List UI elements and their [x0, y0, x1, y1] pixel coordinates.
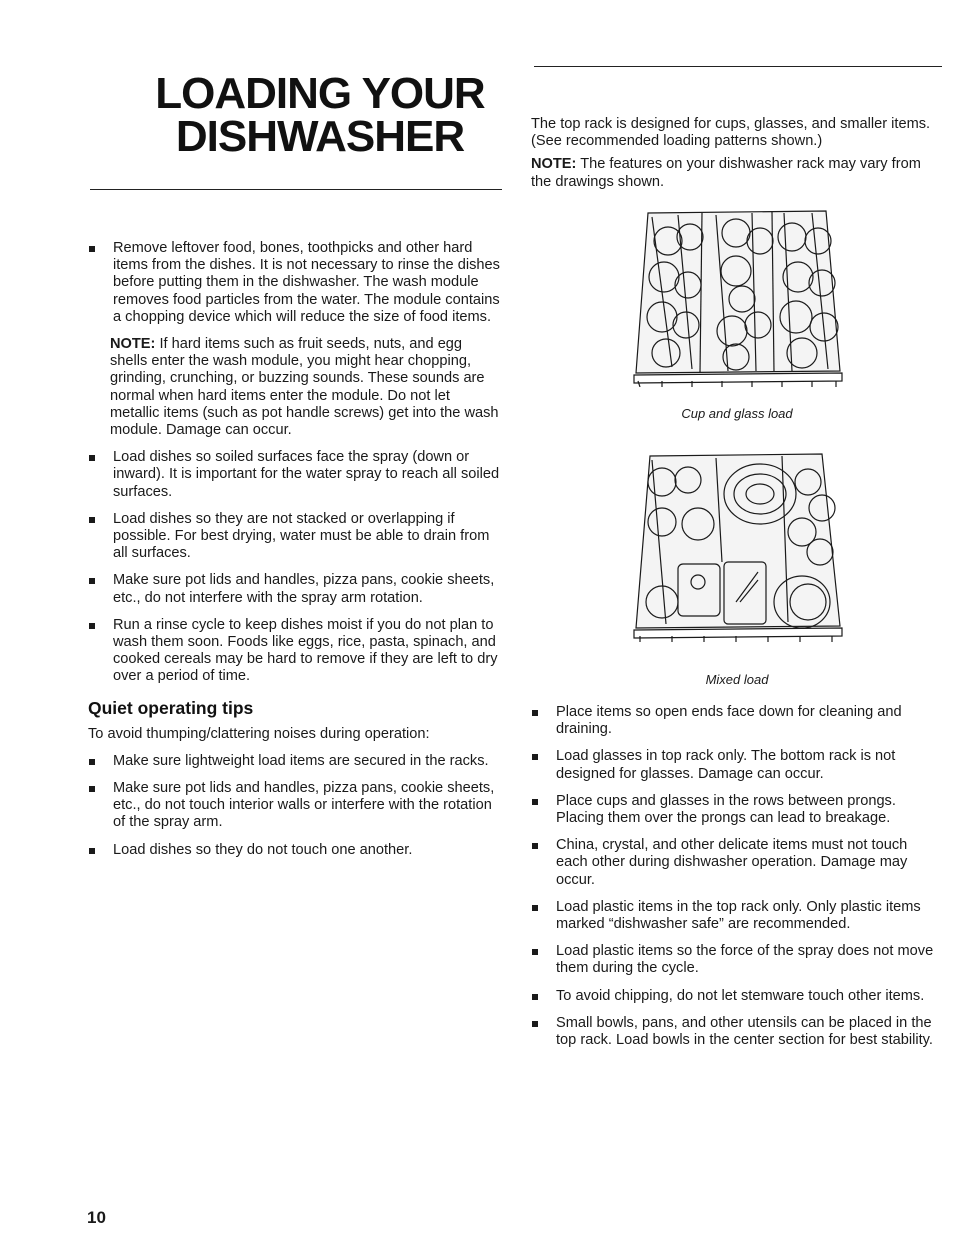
left-column	[88, 240, 503, 859]
list-item: Place cups and glasses in the rows between prongs. Placing them over the prongs can lead to breakage.	[531, 793, 941, 827]
list-item: Load dishes so soiled surfaces face the spray (down or inward). It is important for the water spray to reach all soiled surfaces.	[88, 449, 503, 501]
list-item: Make sure lightweight load items are secured in the racks.	[88, 753, 503, 770]
page-number: 10	[87, 1208, 106, 1227]
right-column-intro	[531, 116, 941, 191]
list-item: China, crystal, and other delicate items must not touch each other during dishwasher operation. Damage may occur.	[531, 837, 941, 889]
cup-glass-load-illustration	[632, 207, 844, 387]
list-item: Run a rinse cycle to keep dishes moist if you do not plan to wash them soon. Foods like eggs, rice, pasta, spinach, and cooked cereals may be hard to remove if they are left to dry over a period of time.	[88, 617, 503, 686]
section-intro: To avoid thumping/clattering noises during operation:	[88, 725, 430, 742]
title-line-2: DISHWASHER	[175, 112, 465, 161]
note-label: NOTE:	[531, 156, 577, 173]
title-rule	[90, 189, 502, 190]
title-line-1: LOADING YOUR	[155, 69, 485, 118]
note-label: NOTE:	[110, 336, 156, 353]
list-item: Remove leftover food, bones, toothpicks and other hard items from the dishes. It is not necessary to rinse the dishes before putting them in the dishwasher. The wash module removes food particles from the water. The module contains a chopping device which will reduce the size of food items.	[88, 240, 503, 326]
note-paragraph	[531, 156, 941, 190]
list-item: Load dishes so they are not stacked or overlapping if possible. For best drying, water must be able to drain from all surfaces.	[88, 511, 503, 563]
top-right-rule	[534, 66, 942, 67]
list-item: Small bowls, pans, and other utensils can be placed in the top rack. Load bowls in the center section for best stability.	[531, 1015, 941, 1049]
list-item: Load plastic items so the force of the spray does not move them during the cycle.	[531, 943, 941, 977]
list-item: To avoid chipping, do not let stemware touch other items.	[531, 988, 941, 1005]
intro-paragraph: The top rack is designed for cups, glasses, and smaller items. (See recommended loading patterns shown.)	[531, 116, 931, 150]
figure-caption-1: Cup and glass load	[681, 406, 793, 421]
list-item: Make sure pot lids and handles, pizza pans, cookie sheets, etc., do not touch interior walls or interfere with the rotation of the spray arm.	[88, 780, 503, 832]
right-column-bullets	[531, 704, 941, 1049]
note-text: The features on your dishwasher rack may vary from the drawings shown.	[531, 156, 921, 190]
top-rack-bullets	[531, 704, 941, 1049]
note-text: If hard items such as fruit seeds, nuts, and egg shells enter the wash module, you might hear chopping, grinding, crunching, or buzzing sounds. These sounds are normal when hard items enter the module. Do not let metallic items (such as pot handle screws) get into the wash module. Damage can occur.	[110, 336, 499, 439]
list-item: Load plastic items in the top rack only. Only plastic items marked “dishwasher safe” are recommended.	[531, 899, 941, 933]
list-item: Make sure pot lids and handles, pizza pans, cookie sheets, etc., do not interfere with the spray arm rotation.	[88, 572, 503, 606]
loading-bullets-1	[88, 240, 503, 326]
loading-bullets-2	[88, 449, 503, 685]
list-item: Load glasses in top rack only. The bottom rack is not designed for glasses. Damage can occur.	[531, 748, 941, 782]
section-heading: Quiet operating tips	[88, 697, 254, 718]
page-title	[140, 69, 500, 161]
quiet-bullets	[88, 753, 503, 859]
list-item: Place items so open ends face down for cleaning and draining.	[531, 704, 941, 738]
list-item: Load dishes so they do not touch one another.	[88, 842, 503, 859]
figure-caption-2: Mixed load	[705, 672, 769, 687]
note-paragraph	[88, 336, 503, 439]
mixed-load-illustration	[632, 452, 844, 642]
